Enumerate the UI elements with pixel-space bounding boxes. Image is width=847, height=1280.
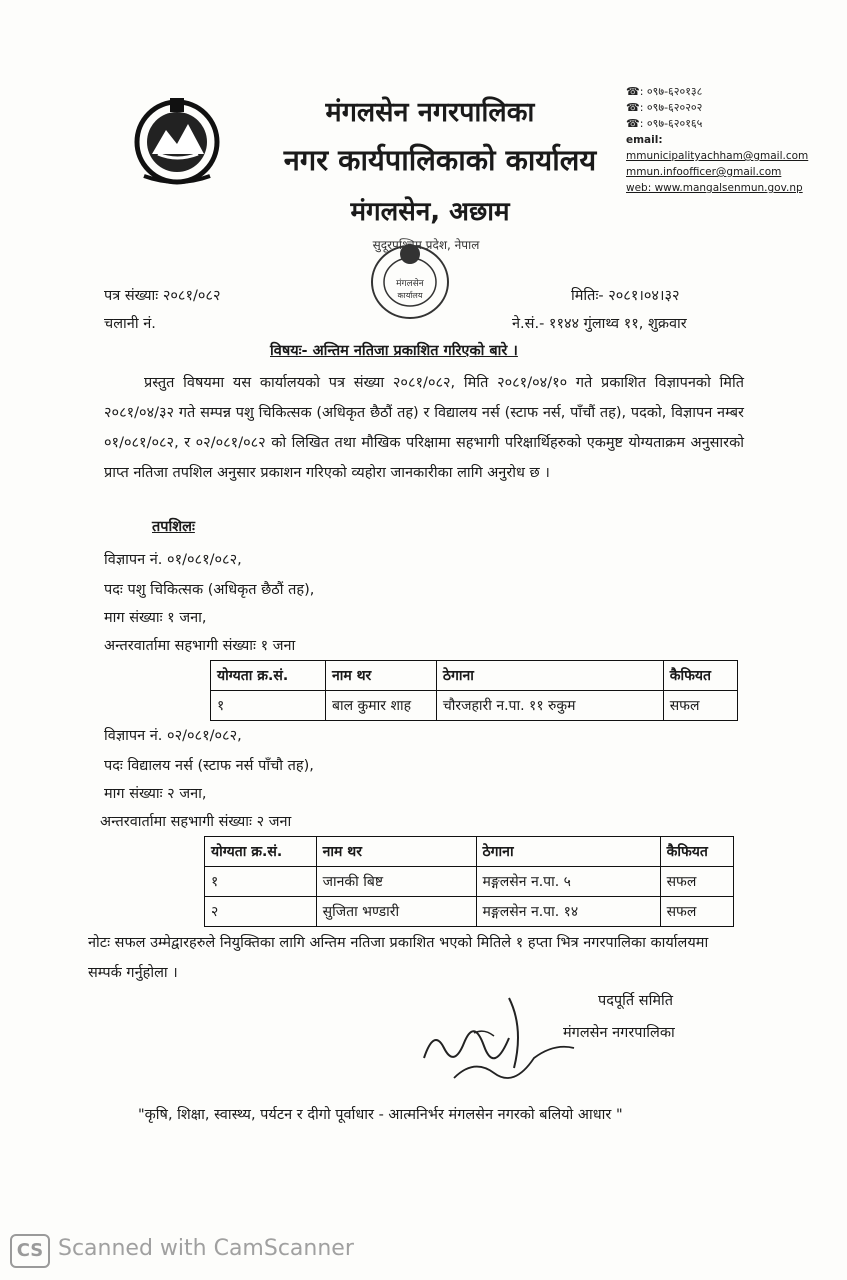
body-paragraph: प्रस्तुत विषयमा यस कार्यालयको पत्र संख्या २०८१/०८२, मिति २०८१/०४/१० गते प्रकाशित विज्ञापनको मिति २०८१/०४/३२ गते सम्पन्न पशु चिकित्सक (अधिकृत छैठौं तह) र विद्यालय नर्स (स्टाफ नर्स, पाँचौं तह), पदको, विज्ञापन नम्बर ०१/०८१/०८२, र ०२/०८१/०८२ को लिखित तथा मौखिक परिक्षामा सहभागी परिक्षार्थिहरुको एकमुष्ट योग्यताक्रम अनुसारको प्राप्त नतिजा तपशिल अनुसार प्रकाशन गरिएको व्यहोरा जानकारीका लागि अनुरोध छ । — [104, 375, 744, 481]
ad-number-1: विज्ञापन नं. ०१/०८१/०८२, — [104, 552, 242, 568]
col-rank: योग्यता क्र.सं. — [205, 837, 317, 867]
cell-remarks: सफल — [660, 867, 733, 897]
col-remarks: कैफियत — [660, 837, 733, 867]
svg-text:मंगलसेन: मंगलसेन — [396, 279, 424, 289]
cell-remarks: सफल — [663, 691, 737, 721]
participants-1: अन्तरवार्तामा सहभागी संख्याः १ जना — [104, 638, 296, 654]
post-2: पदः विद्यालय नर्स (स्टाफ नर्स पाँचौ तह), — [104, 758, 314, 774]
motto: "कृषि, शिक्षा, स्वास्थ्य, पर्यटन र दीगो पूर्वाधार - आत्मनिर्भर मंगलसेन नगरको बलियो आधार " — [138, 1107, 623, 1123]
results-table-2 — [204, 836, 734, 927]
org-name: मंगलसेन नगरपालिका — [325, 97, 535, 128]
municipality-logo-icon — [124, 92, 230, 188]
nepal-samvat-date: ने.सं.- ११४४ गुंलाथ्व ११, शुक्रवार — [512, 316, 687, 332]
phone-3: ☎: ०९७-६२०१६५ — [626, 117, 703, 130]
cell-address: मङ्गलसेन न.पा. ५ — [476, 867, 660, 897]
svg-text:कार्यालय: कार्यालय — [397, 291, 423, 300]
email-link-1[interactable]: mmunicipalityachham@gmail.com — [626, 150, 809, 162]
letter-number: पत्र संख्याः २०८१/०८२ — [104, 288, 221, 304]
demand-1: माग संख्याः १ जना, — [104, 610, 207, 626]
dispatch-number: चलानी नं. — [104, 316, 156, 332]
cell-name: सुजिता भण्डारी — [316, 897, 476, 927]
stamp-text: सुदूरपश्चिम प्रदेश, नेपाल — [372, 238, 480, 252]
email-link-2[interactable]: mmun.infoofficer@gmail.com — [626, 166, 782, 178]
participants-2: अन्तरवार्तामा सहभागी संख्याः २ जना — [100, 814, 292, 830]
email-label: email: — [626, 134, 663, 146]
camscanner-watermark: Scanned with CamScanner — [58, 1236, 354, 1261]
phone-1: ☎: ०९७-६२०१३८ — [626, 85, 703, 98]
results-table-1 — [210, 660, 738, 721]
letter-date: मितिः- २०८१।०४।३२ — [571, 288, 680, 304]
cell-rank: २ — [205, 897, 317, 927]
post-1: पदः पशु चिकित्सक (अधिकृत छैठौं तह), — [104, 582, 315, 598]
col-rank: योग्यता क्र.सं. — [211, 661, 326, 691]
details-heading: तपशिलः — [152, 519, 195, 535]
table-header-row — [211, 661, 738, 691]
table-row — [205, 867, 734, 897]
table-row — [211, 691, 738, 721]
col-name: नाम थर — [325, 661, 436, 691]
cell-address: मङ्गलसेन न.पा. १४ — [476, 897, 660, 927]
ad-number-2: विज्ञापन नं. ०२/०८१/०८२, — [104, 728, 242, 744]
contact-block — [626, 84, 808, 196]
cell-name: बाल कुमार शाह — [325, 691, 436, 721]
phone-2: ☎: ०९७-६२०२०२ — [626, 101, 703, 114]
subject-line: विषयः- अन्तिम नतिजा प्रकाशित गरिएको बारे । — [270, 343, 518, 359]
camscanner-logo-icon: CS — [10, 1234, 50, 1268]
handwritten-signature-icon — [414, 988, 584, 1088]
cell-remarks: सफल — [660, 897, 733, 927]
office-location: मंगलसेन, अछाम — [350, 197, 510, 227]
cell-address: चौरजहारी न.पा. ११ रुकुम — [436, 691, 663, 721]
table-row — [205, 897, 734, 927]
col-address: ठेगाना — [476, 837, 660, 867]
web-link[interactable]: web: www.mangalsenmun.gov.np — [626, 182, 803, 194]
cell-rank: १ — [205, 867, 317, 897]
col-address: ठेगाना — [436, 661, 663, 691]
table-header-row — [205, 837, 734, 867]
col-name: नाम थर — [316, 837, 476, 867]
cell-rank: १ — [211, 691, 326, 721]
signature-org: मंगलसेन नगरपालिका — [563, 1025, 675, 1041]
col-remarks: कैफियत — [663, 661, 737, 691]
note-text: नोटः सफल उम्मेद्वारहरुले नियुक्तिका लागि अन्तिम नतिजा प्रकाशित भएको मितिले १ हप्ता भित्र नगरपालिका कार्यालयमा सम्पर्क गर्नुहोला । — [88, 935, 709, 981]
office-name: नगर कार्यपालिकाको कार्यालय — [283, 143, 597, 177]
demand-2: माग संख्याः २ जना, — [104, 786, 207, 802]
office-stamp — [350, 232, 502, 336]
signature-committee: पदपूर्ति समिति — [598, 993, 674, 1009]
cell-name: जानकी बिष्ट — [316, 867, 476, 897]
